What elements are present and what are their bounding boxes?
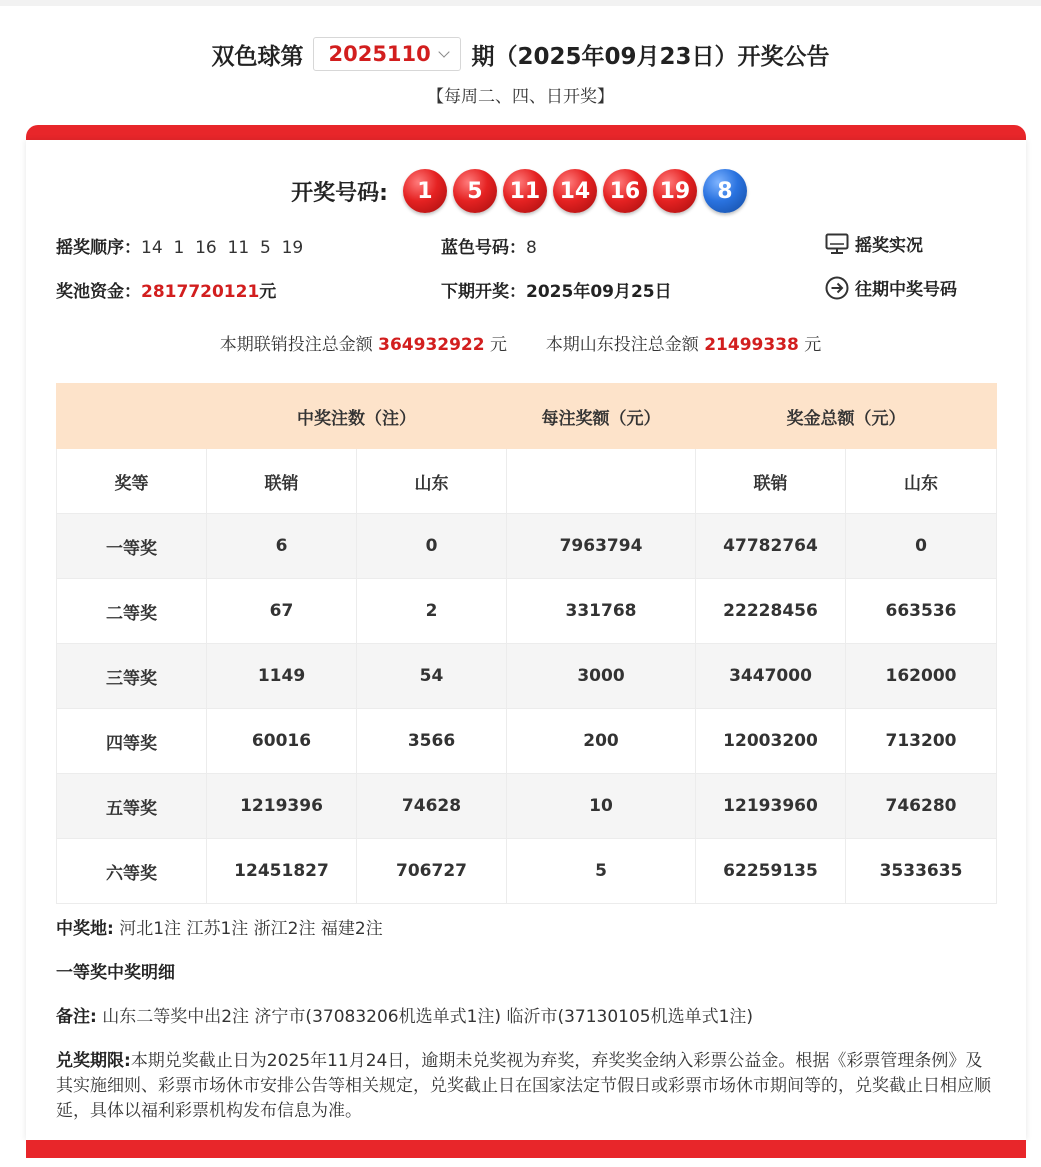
next-draw-label: 下期开奖： xyxy=(441,282,526,302)
shandong-sales-label: 本期山东投注总金额 xyxy=(545,335,699,355)
blue-number-value: 8 xyxy=(526,238,537,258)
table-cell: 62259135 xyxy=(696,839,846,904)
detail-title: 一等奖中奖明细 xyxy=(56,963,175,983)
winning-regions-text: 河北1注 江苏1注 浙江2注 福建2注 xyxy=(119,919,383,939)
table-header-cell: 中奖注数（注） xyxy=(207,384,507,449)
table-cell: 74628 xyxy=(357,774,507,839)
table-cell: 663536 xyxy=(846,579,997,644)
table-cell: 331768 xyxy=(507,579,696,644)
table-cell: 22228456 xyxy=(696,579,846,644)
arrow-right-circle-icon xyxy=(825,276,849,300)
card-bottom-bar xyxy=(26,1140,1026,1158)
table-cell: 162000 xyxy=(846,644,997,709)
red-ball: 5 xyxy=(453,169,497,213)
table-header-cell xyxy=(57,384,207,449)
title-prefix: 双色球第 xyxy=(211,43,304,70)
table-cell: 200 xyxy=(507,709,696,774)
table-cell: 3447000 xyxy=(696,644,846,709)
shandong-sales-unit: 元 xyxy=(804,335,822,355)
table-cell: 60016 xyxy=(207,709,357,774)
table-cell: 12451827 xyxy=(207,839,357,904)
table-header-cell: 联销 xyxy=(696,449,846,514)
page-title xyxy=(0,34,1041,74)
draw-order-value: 14 1 16 11 5 19 xyxy=(141,238,304,258)
issue-number: 2025110 xyxy=(328,42,431,66)
monitor-icon xyxy=(825,233,849,255)
table-row xyxy=(57,514,997,579)
table-cell: 三等奖 xyxy=(57,644,207,709)
table-row xyxy=(57,709,997,774)
prize-pool-unit: 元 xyxy=(259,282,277,302)
draw-schedule: 【每周二、四、日开奖】 xyxy=(427,87,614,107)
table-cell: 12193960 xyxy=(696,774,846,839)
table-cell: 706727 xyxy=(357,839,507,904)
blue-ball: 8 xyxy=(703,169,747,213)
chevron-down-icon xyxy=(439,46,450,57)
draw-order xyxy=(56,233,303,258)
table-cell: 67 xyxy=(207,579,357,644)
prize-pool-value: 2817720121 xyxy=(141,282,260,302)
claim-deadline-label: 兑奖期限: xyxy=(56,1051,131,1071)
table-row xyxy=(57,579,997,644)
table-cell: 6 xyxy=(207,514,357,579)
table-cell: 5 xyxy=(507,839,696,904)
table-group-header xyxy=(57,384,997,449)
history-link[interactable] xyxy=(825,275,957,300)
prize-pool xyxy=(56,277,276,302)
blue-number-label: 蓝色号码： xyxy=(441,238,526,258)
table-cell: 54 xyxy=(357,644,507,709)
table-cell: 12003200 xyxy=(696,709,846,774)
issue-select[interactable] xyxy=(313,37,461,71)
table-row xyxy=(57,774,997,839)
shandong-sales-value: 21499338 xyxy=(704,335,799,355)
table-cell: 713200 xyxy=(846,709,997,774)
red-ball: 19 xyxy=(653,169,697,213)
remarks-text: 山东二等奖中出2注 济宁市(37083206机选单式1注) 临沂市(37130105机选单式1注) xyxy=(96,1007,754,1027)
remarks xyxy=(56,1005,753,1030)
top-strip xyxy=(0,0,1041,6)
table-cell: 47782764 xyxy=(696,514,846,579)
table-row xyxy=(57,839,997,904)
table-cell: 五等奖 xyxy=(57,774,207,839)
table-cell: 二等奖 xyxy=(57,579,207,644)
prize-table xyxy=(56,383,997,904)
sales-summary xyxy=(0,330,1041,355)
table-cell: 1219396 xyxy=(207,774,357,839)
claim-deadline xyxy=(56,1049,996,1124)
table-cell: 7963794 xyxy=(507,514,696,579)
national-sales-value: 364932922 xyxy=(378,335,485,355)
table-header-cell: 山东 xyxy=(846,449,997,514)
prize-pool-label: 奖池资金： xyxy=(56,282,141,302)
next-draw-date: 2025年09月25日 xyxy=(526,282,672,302)
table-cell: 746280 xyxy=(846,774,997,839)
national-sales-unit: 元 xyxy=(490,335,507,355)
table-sub-header xyxy=(57,449,997,514)
table-header-cell: 奖金总额（元） xyxy=(696,384,997,449)
red-ball: 1 xyxy=(403,169,447,213)
red-ball: 16 xyxy=(603,169,647,213)
title-suffix: 期（2025年09月23日）开奖公告 xyxy=(471,43,830,70)
remarks-label: 备注: xyxy=(56,1007,97,1027)
table-header-cell: 每注奖额（元） xyxy=(507,384,696,449)
draw-order-label: 摇奖顺序： xyxy=(56,238,141,258)
winning-regions-label: 中奖地: xyxy=(56,919,114,939)
table-cell: 3533635 xyxy=(846,839,997,904)
live-draw-link[interactable] xyxy=(825,231,923,256)
winning-regions xyxy=(56,917,383,942)
table-cell: 一等奖 xyxy=(57,514,207,579)
blue-number xyxy=(441,233,537,258)
table-header-cell xyxy=(507,449,696,514)
table-cell: 10 xyxy=(507,774,696,839)
red-ball: 11 xyxy=(503,169,547,213)
table-header-cell: 山东 xyxy=(357,449,507,514)
national-sales-label: 本期联销投注总金额 xyxy=(219,335,373,355)
table-cell: 六等奖 xyxy=(57,839,207,904)
first-prize-detail-title xyxy=(56,961,175,986)
next-draw xyxy=(441,277,672,302)
claim-deadline-text: 本期兑奖截止日为2025年11月24日，逾期未兑奖视为弃奖，弃奖奖金纳入彩票公益金。根据《彩票管理条例》及其实施细则、彩票市场休市安排公告等相关规定，兑奖截止日在国家法定节假日或彩票市场休市期间等的，兑奖截止日相应顺延，具体以福利彩票机构发布信息为准。 xyxy=(56,1051,991,1121)
table-cell: 四等奖 xyxy=(57,709,207,774)
table-cell: 1149 xyxy=(207,644,357,709)
table-cell: 0 xyxy=(846,514,997,579)
table-row xyxy=(57,644,997,709)
table-cell: 2 xyxy=(357,579,507,644)
table-header-cell: 联销 xyxy=(207,449,357,514)
live-draw-label: 摇奖实况 xyxy=(855,236,923,256)
table-cell: 0 xyxy=(357,514,507,579)
table-header-cell: 奖等 xyxy=(57,449,207,514)
table-cell: 3000 xyxy=(507,644,696,709)
table-cell: 3566 xyxy=(357,709,507,774)
winning-numbers-label: 开奖号码: xyxy=(291,180,388,206)
history-label: 往期中奖号码 xyxy=(855,280,957,300)
winning-numbers xyxy=(0,168,1041,214)
red-ball: 14 xyxy=(553,169,597,213)
